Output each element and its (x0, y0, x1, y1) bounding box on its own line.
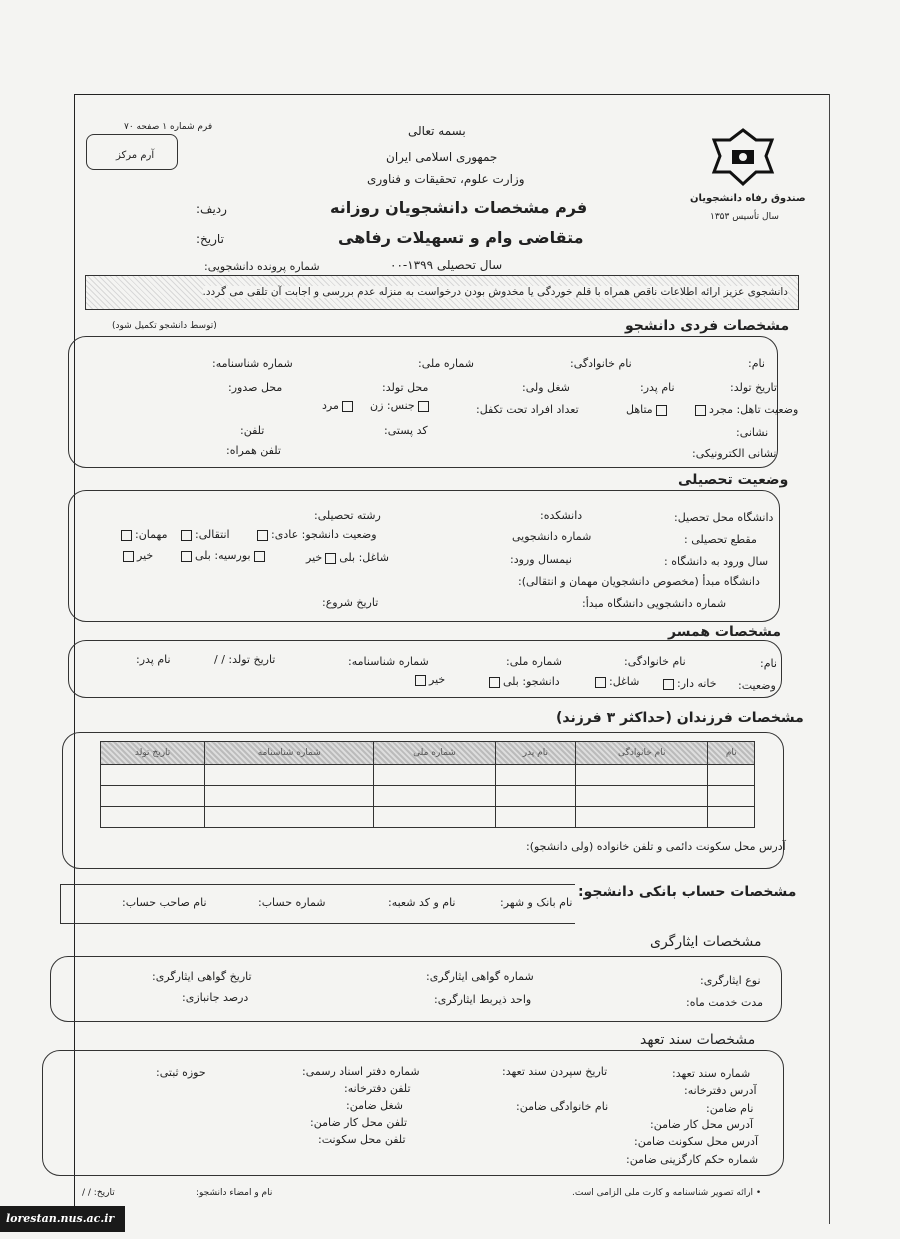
guarantor-work-phone-label: تلفن محل کار ضامن: (310, 1116, 408, 1129)
form-border-right (829, 94, 830, 1224)
spouse-national-no-label: شماره ملی: (506, 655, 562, 668)
gender-male: مرد (322, 399, 356, 412)
name-label: نام: (748, 357, 765, 370)
row-label: ردیف: (196, 202, 227, 216)
mobile-label: تلفن همراه: (226, 444, 281, 457)
veteran-box (50, 956, 782, 1022)
col-name: نام (708, 742, 755, 765)
origin-university-label: دانشگاه مبدأ (مخصوص دانشجویان مهمان و انتقالی): (518, 575, 760, 588)
veteran-section-title: مشخصات ایثارگری (650, 934, 762, 950)
spouse-no-option: خیر (412, 673, 445, 686)
student-signature-label: نام و امضاء دانشجو: (196, 1188, 273, 1198)
entry-term-label: نیمسال ورود: (510, 553, 572, 566)
guest-option: مهمان: (118, 528, 167, 541)
pledge-no-label: شماره سند تعهد: (672, 1067, 751, 1080)
employed-yes-checkbox[interactable] (325, 553, 336, 564)
postal-code-label: کد پستی: (384, 424, 428, 437)
account-no-label: شماره حساب: (258, 896, 326, 909)
spouse-birth-date-label: تاریخ تولد: / / (214, 653, 276, 666)
children-section-title: مشخصات فرزندان (حداکثر ۳ فرزند) (556, 710, 804, 726)
regular-checkbox[interactable] (257, 530, 268, 541)
entry-year-label: سال ورود به دانشگاه : (664, 555, 769, 568)
veteran-cert-date-label: تاریخ گواهی ایثارگری: (152, 970, 252, 983)
family-label: نام خانوادگی: (570, 357, 632, 370)
veteran-unit-label: واحد ذیربط ایثارگری: (434, 993, 532, 1006)
col-id-no: شماره شناسنامه (205, 742, 374, 765)
children-table (100, 741, 755, 828)
address-label: نشانی: (736, 426, 769, 439)
scholarship-yes-checkbox[interactable] (254, 551, 265, 562)
spouse-section-title: مشخصات همسر (668, 624, 782, 640)
female-checkbox[interactable] (418, 401, 429, 412)
notary-phone-label: تلفن دفترخانه: (344, 1082, 411, 1095)
footer-date-label: تاریخ: / / (82, 1188, 115, 1198)
faculty-label: دانشکده: (540, 509, 583, 522)
date-label: تاریخ: (196, 232, 224, 246)
site-watermark (0, 1206, 125, 1232)
form-border-top (74, 94, 830, 95)
guarantor-home-phone-label: تلفن محل سکونت: (318, 1133, 406, 1146)
guarantor-family-label: نام خانوادگی ضامن: (516, 1100, 609, 1113)
level-label: مقطع تحصیلی : (684, 533, 757, 546)
injury-percent-label: درصد جانبازی: (182, 991, 249, 1004)
fund-name: صندوق رفاه دانشجویان (690, 193, 806, 204)
center-emblem-label: آرم مرکز (116, 150, 155, 161)
male-checkbox[interactable] (342, 401, 353, 412)
scholarship-no: خیر (120, 549, 153, 562)
spouse-no-checkbox[interactable] (415, 675, 426, 686)
veteran-type-label: نوع ایثارگری: (700, 974, 761, 987)
account-owner-label: نام صاحب حساب: (122, 896, 207, 909)
housewife-option: خانه دار: (660, 677, 717, 690)
notice-text: دانشجوی عزیز ارائه اطلاعات ناقص همراه با قلم خوردگی یا مخدوش بودن درخواست به منزله عدم بررسی و اجابت آن تلقی می گردد. (202, 286, 788, 298)
notary-no-label: شماره دفتر اسناد رسمی: (302, 1065, 420, 1078)
notice-box (85, 275, 799, 310)
spouse-name-label: نام: (760, 657, 777, 670)
married-option: متاهل (626, 403, 670, 416)
guarantor-name-label: نام ضامن: (706, 1102, 754, 1115)
guarantor-work-address-label: آدرس محل کار ضامن: (650, 1118, 754, 1131)
service-duration-label: مدت خدمت ماه: (686, 996, 763, 1009)
guarantor-home-address-label: آدرس محل سکونت ضامن: (634, 1135, 759, 1148)
spouse-family-label: نام خانوادگی: (624, 655, 686, 668)
bank-city-label: نام بانک و شهر: (500, 896, 573, 909)
issue-place-label: محل صدور: (228, 381, 283, 394)
id-documents-note: • ارائه تصویر شناسنامه و کارت ملی الزامی است. (572, 1188, 762, 1198)
branch-label: نام و کد شعبه: (388, 896, 456, 909)
transfer-option: انتقالی: (178, 528, 230, 541)
start-date-label: تاریخ شروع: (322, 596, 379, 609)
origin-student-no-label: شماره دانشجویی دانشگاه مبدأ: (582, 597, 727, 610)
birth-place-label: محل تولد: (382, 381, 429, 394)
birth-date-label: تاریخ تولد: (730, 381, 777, 394)
table-row[interactable] (101, 807, 755, 828)
spouse-status-label: وضعیت: (738, 679, 776, 692)
spouse-employed-checkbox[interactable] (595, 677, 606, 688)
col-family: نام خانوادگی (576, 742, 708, 765)
col-birth-date: تاریخ تولد (101, 742, 205, 765)
deposit-date-label: تاریخ سپردن سند تعهد: (502, 1065, 608, 1078)
gender-female: جنس: زن (370, 399, 432, 412)
housewife-checkbox[interactable] (663, 679, 674, 690)
education-section-title: وضعیت تحصیلی (678, 472, 789, 488)
personal-filled-note: (توسط دانشجو تکمیل شود) (112, 321, 217, 331)
personal-section-title: مشخصات فردی دانشجو (625, 318, 790, 334)
guarantor-job-label: شغل ضامن: (346, 1099, 404, 1112)
registry-domain-label: حوزه ثبتی: (156, 1066, 206, 1079)
welfare-fund-logo (708, 128, 778, 188)
email-label: نشانی الکترونیکی: (692, 447, 777, 460)
veteran-cert-no-label: شماره گواهی ایثارگری: (426, 970, 534, 983)
table-row[interactable] (101, 786, 755, 807)
id-no-label: شماره شناسنامه: (212, 357, 293, 370)
pledge-section-title: مشخصات سند تعهد (640, 1032, 756, 1048)
marital-status: وضعیت تاهل: مجرد (692, 403, 798, 416)
form-code: فرم شماره ۱ صفحه ۷۰ (124, 122, 213, 132)
guest-checkbox[interactable] (121, 530, 132, 541)
col-father: نام پدر (495, 742, 575, 765)
form-title: فرم مشخصات دانشجویان روزانه (330, 198, 588, 217)
father-name-label: نام پدر: (640, 381, 675, 394)
children-table-header (101, 742, 755, 765)
student-status: وضعیت دانشجو: عادی: (254, 528, 377, 541)
spouse-id-no-label: شماره شناسنامه: (348, 655, 429, 668)
ministry-line: وزارت علوم، تحقیقات و فناوری (367, 172, 525, 186)
married-checkbox[interactable] (656, 405, 667, 416)
spouse-employed-option: شاغل: (592, 675, 639, 688)
student-no-label: شماره دانشجویی (512, 530, 592, 543)
university-label: دانشگاه محل تحصیل: (674, 511, 774, 524)
phone-label: تلفن: (240, 424, 265, 437)
watermark-text: lorestan.nus.ac.ir (6, 1212, 115, 1225)
family-address-label: آدرس محل سکونت دائمی و تلفن خانواده (ولی دانشجو): (526, 840, 786, 853)
national-no-label: شماره ملی: (418, 357, 474, 370)
transfer-checkbox[interactable] (181, 530, 192, 541)
republic-line: جمهوری اسلامی ایران (386, 150, 498, 164)
table-row[interactable] (101, 765, 755, 786)
no-checkbox[interactable] (123, 551, 134, 562)
scholarship-no-checkbox[interactable] (181, 551, 192, 562)
bismillah: بسمه تعالی (408, 124, 466, 138)
form-subtitle: متقاضی وام و تسهیلات رفاهی (338, 228, 584, 247)
academic-year: سال تحصیلی ۱۳۹۹-۰۰ (390, 258, 503, 272)
col-national-no: شماره ملی (374, 742, 495, 765)
founded-year: سال تأسیس ۱۳۵۳ (710, 212, 779, 222)
dependents-label: تعداد افراد تحت تکفل: (476, 403, 579, 416)
spouse-student-option: دانشجو: بلی (486, 675, 560, 688)
spouse-father-label: نام پدر: (136, 653, 171, 666)
single-checkbox[interactable] (695, 405, 706, 416)
major-label: رشته تحصیلی: (314, 509, 381, 522)
notary-address-label: آدرس دفترخانه: (684, 1084, 757, 1097)
scholarship-option: بورسیه: بلی (178, 549, 268, 562)
employment-decree-label: شماره حکم کارگزینی ضامن: (626, 1153, 759, 1166)
bank-section-title: مشخصات حساب بانکی دانشجو: (578, 884, 797, 900)
spouse-student-checkbox[interactable] (489, 677, 500, 688)
file-number-label: شماره پرونده دانشجویی: (204, 260, 320, 273)
guardian-job-label: شغل ولی: (522, 381, 570, 394)
employed-option: شاغل: بلیخیر (306, 551, 389, 564)
